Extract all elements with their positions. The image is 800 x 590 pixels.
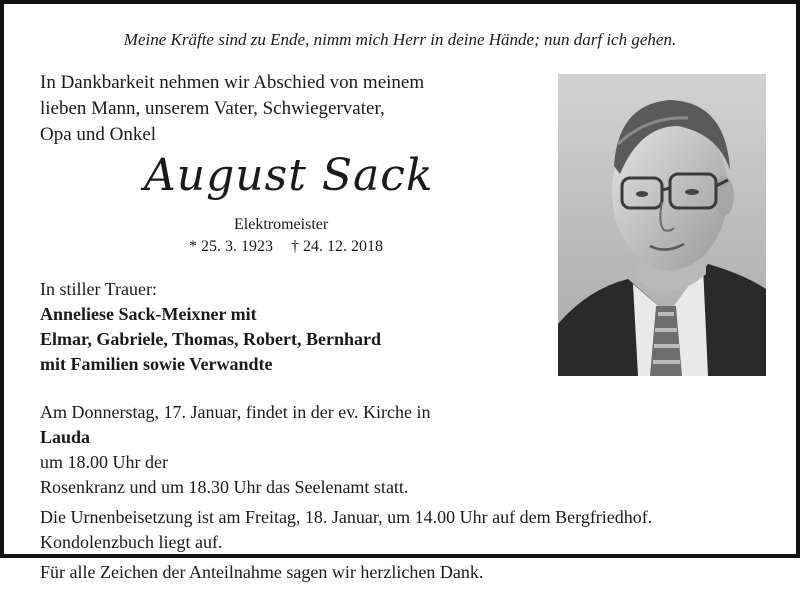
profession: Elektromeister bbox=[234, 216, 329, 233]
death-date: † 24. 12. 2018 bbox=[291, 238, 383, 255]
service-text: um 18.00 Uhr der bbox=[40, 452, 168, 472]
burial-paragraph bbox=[40, 505, 652, 555]
intro-line: lieben Mann, unserem Vater, Schwiegervater, bbox=[40, 98, 385, 119]
birth-date: * 25. 3. 1923 bbox=[189, 238, 273, 255]
intro-text bbox=[40, 70, 424, 148]
deceased-name: August Sack bbox=[144, 150, 434, 201]
intro-line: Opa und Onkel bbox=[40, 124, 157, 145]
service-place: Lauda bbox=[40, 427, 91, 447]
thanks-line: Für alle Zeichen der Anteilnahme sagen wir herzlichen Dank. bbox=[40, 562, 484, 582]
service-line bbox=[40, 400, 652, 475]
mourner-line: mit Familien sowie Verwandte bbox=[40, 354, 273, 374]
life-dates bbox=[189, 238, 383, 256]
condolence-line: Kondolenzbuch liegt auf. bbox=[40, 532, 223, 552]
intro-line: In Dankbarkeit nehmen wir Abschied von meinem bbox=[40, 72, 425, 93]
mourner-line: Anneliese Sack-Meixner mit bbox=[40, 304, 257, 324]
service-line: Rosenkranz und um 18.30 Uhr das Seelenamt statt. bbox=[40, 477, 409, 497]
mourners bbox=[40, 277, 381, 377]
portrait-photo bbox=[558, 74, 766, 376]
portrait-photo-icon bbox=[558, 74, 766, 376]
mourners-heading: In stiller Trauer: bbox=[40, 279, 157, 299]
service-details bbox=[40, 400, 652, 590]
service-paragraph bbox=[40, 400, 652, 500]
thanks-paragraph bbox=[40, 560, 652, 585]
motto: Meine Kräfte sind zu Ende, nimm mich Herr in deine Hände; nun darf ich gehen. bbox=[123, 30, 677, 49]
mourner-line: Elmar, Gabriele, Thomas, Robert, Bernhard bbox=[40, 329, 381, 349]
service-text: Am Donnerstag, 17. Januar, findet in der ev. Kirche in bbox=[40, 402, 431, 422]
burial-line: Die Urnenbeisetzung ist am Freitag, 18. Januar, um 14.00 Uhr auf dem Bergfriedhof. bbox=[40, 507, 653, 527]
